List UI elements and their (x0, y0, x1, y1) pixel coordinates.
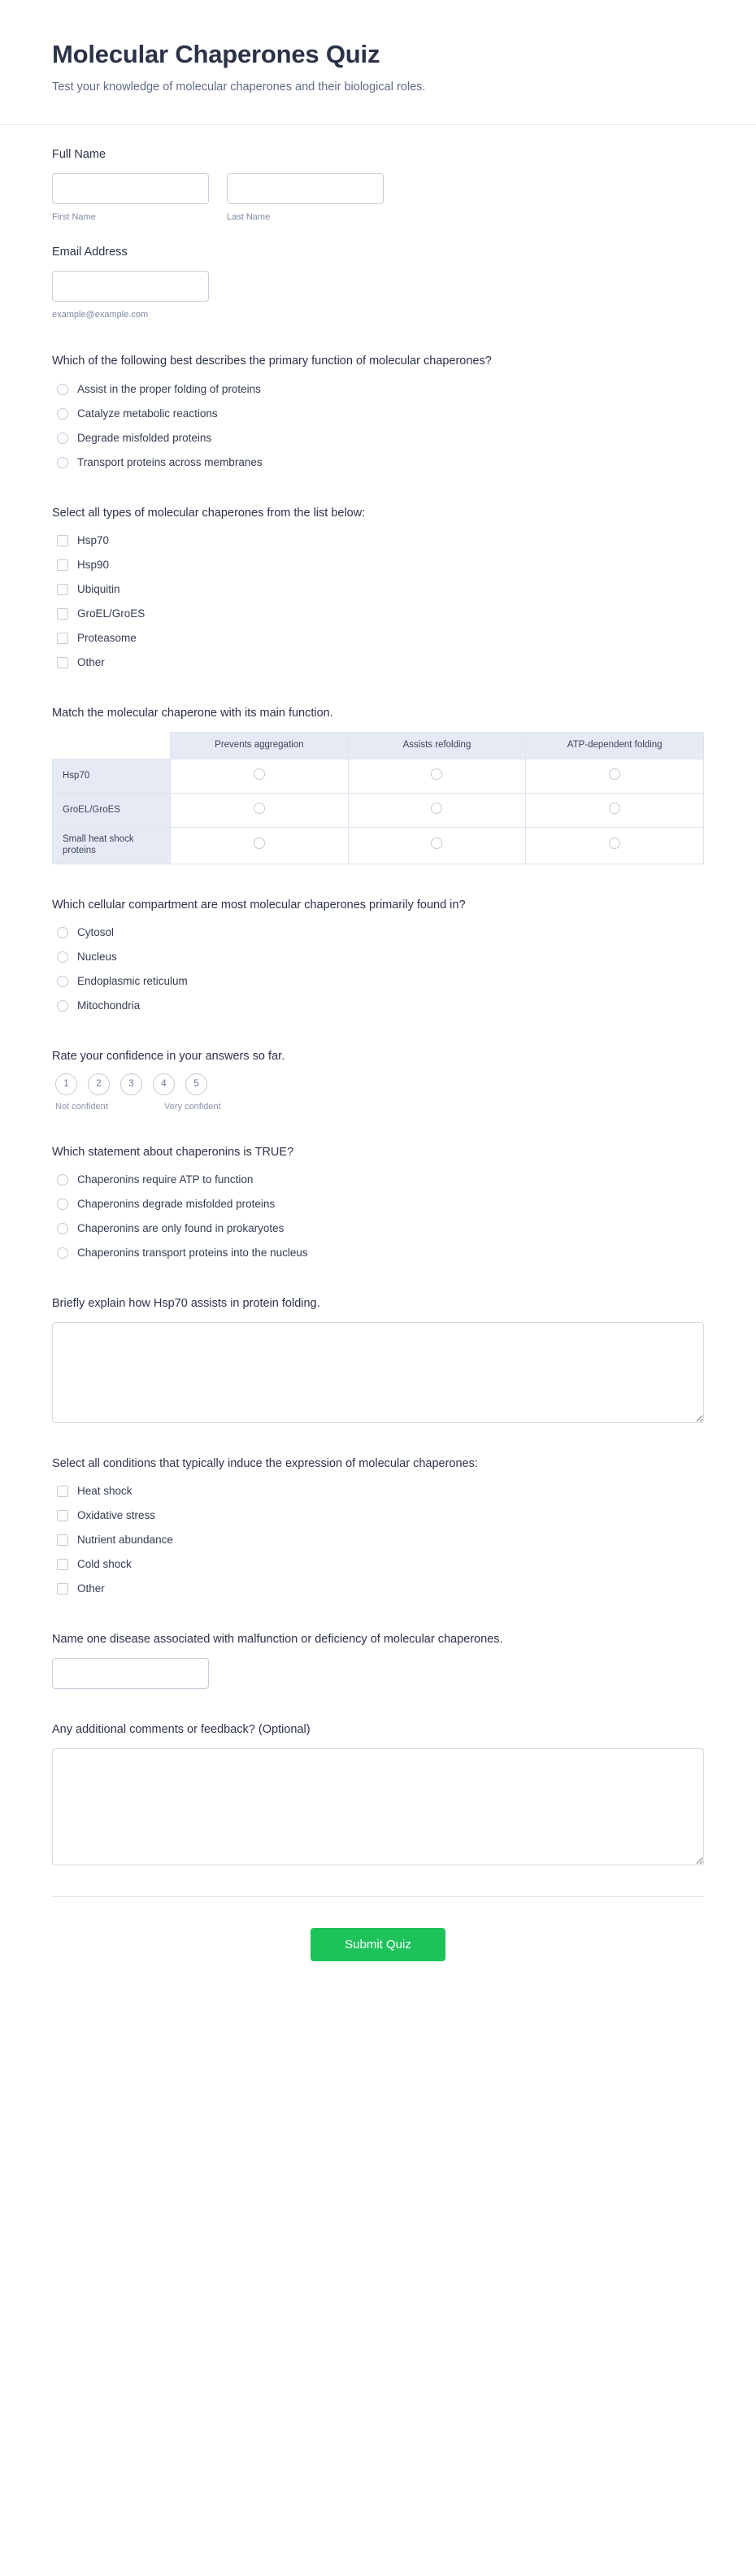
matrix-label: Match the molecular chaperone with its main function. (52, 707, 333, 720)
matrix-tbody (53, 759, 704, 864)
radio-option[interactable] (52, 429, 704, 448)
comments-textarea[interactable] (52, 1748, 704, 1865)
confidence-scale (55, 1073, 704, 1095)
option-label: Other (77, 656, 105, 669)
option-label: Chaperonins require ATP to function (77, 1173, 254, 1186)
option-label: Hsp90 (77, 559, 110, 572)
conditions-label: Select all conditions that typically induce the expression of molecular chaperones: (52, 1456, 478, 1470)
spacer (52, 1133, 704, 1144)
option-label: Catalyze metabolic reactions (77, 407, 218, 420)
option-label: Chaperonins degrade misfolded proteins (77, 1198, 276, 1211)
spacer (52, 1710, 704, 1721)
checkbox-option[interactable] (52, 1579, 704, 1599)
radio-icon[interactable] (57, 433, 68, 444)
question-disease (52, 1631, 704, 1689)
matrix-cell[interactable] (526, 827, 704, 864)
checkbox-icon[interactable] (57, 1510, 68, 1521)
question-chaperone-types (52, 505, 704, 673)
disease-input-wrap (52, 1658, 209, 1689)
radio-option[interactable] (52, 1170, 704, 1190)
checkbox-option[interactable] (52, 580, 704, 599)
comments-label: Any additional comments or feedback? (Optional) (52, 1723, 311, 1737)
option-label: GroEL/GroES (77, 607, 146, 620)
primary-function-options (52, 380, 704, 472)
spacer (52, 1037, 704, 1048)
radio-icon[interactable] (57, 951, 68, 963)
rating-option-3[interactable]: 3 (120, 1073, 142, 1095)
radio-option[interactable] (52, 947, 704, 967)
checkbox-icon[interactable] (57, 1559, 68, 1570)
primary-function-label: Which of the following best describes the primary function of molecular chaperones? (52, 355, 492, 368)
option-label: Other (77, 1582, 105, 1595)
rating-option-5[interactable]: 5 (185, 1073, 207, 1095)
spacer (52, 886, 704, 897)
radio-option[interactable] (52, 1194, 704, 1214)
radio-icon[interactable] (57, 457, 68, 468)
option-label: Assist in the proper folding of proteins (77, 382, 261, 395)
chaperone-types-label: Select all types of molecular chaperones from the list below: (52, 506, 366, 520)
matrix-header-row (53, 732, 704, 759)
disease-input[interactable] (52, 1658, 209, 1689)
table-row (53, 827, 704, 864)
confidence-high-label: Very confident (164, 1101, 221, 1112)
matrix-table (52, 732, 704, 864)
matrix-cell[interactable] (171, 759, 349, 793)
last-name-sublabel: Last Name (227, 212, 271, 223)
checkbox-option[interactable] (52, 1482, 704, 1501)
question-chaperonins (52, 1144, 704, 1264)
checkbox-icon[interactable] (57, 559, 68, 571)
checkbox-icon[interactable] (57, 1534, 68, 1546)
checkbox-option[interactable] (52, 604, 704, 624)
matrix-cell[interactable] (171, 793, 349, 827)
question-matrix-match (52, 705, 704, 864)
radio-icon[interactable] (57, 1223, 68, 1234)
radio-option[interactable] (52, 380, 704, 399)
radio-icon[interactable] (57, 408, 68, 420)
last-name-group (227, 173, 384, 223)
radio-icon[interactable] (254, 838, 265, 849)
rating-option-2[interactable]: 2 (88, 1073, 110, 1095)
matrix-cell[interactable] (348, 827, 526, 864)
radio-option[interactable] (52, 404, 704, 424)
question-primary-function (52, 353, 704, 472)
radio-icon[interactable] (57, 384, 68, 395)
matrix-column-header: Assists refolding (348, 732, 526, 759)
checkbox-option[interactable] (52, 1555, 704, 1574)
matrix-cell[interactable] (526, 759, 704, 793)
matrix-cell[interactable] (526, 793, 704, 827)
form-footer (52, 1896, 704, 2008)
radio-icon[interactable] (57, 1199, 68, 1210)
question-conditions (52, 1456, 704, 1599)
email-input[interactable] (52, 271, 209, 302)
checkbox-option[interactable] (52, 1506, 704, 1525)
option-label: Proteasome (77, 632, 137, 645)
table-row (53, 759, 704, 793)
checkbox-option[interactable] (52, 629, 704, 648)
question-compartment (52, 897, 704, 1016)
chaperone-types-options (52, 531, 704, 672)
rating-option-4[interactable]: 4 (153, 1073, 175, 1095)
radio-icon[interactable] (609, 768, 620, 780)
radio-icon[interactable] (609, 838, 620, 849)
matrix-thead (53, 732, 704, 759)
option-label: Degrade misfolded proteins (77, 431, 212, 444)
option-label: Cytosol (77, 926, 115, 939)
checkbox-icon[interactable] (57, 608, 68, 620)
matrix-cell[interactable] (348, 759, 526, 793)
explain-hsp70-textarea[interactable] (52, 1322, 704, 1423)
radio-icon[interactable] (57, 1247, 68, 1259)
page-title: Molecular Chaperones Quiz (52, 40, 380, 68)
field-full-name (52, 146, 704, 223)
radio-option[interactable] (52, 453, 704, 472)
radio-option[interactable] (52, 996, 704, 1016)
option-label: Chaperonins are only found in prokaryotes (77, 1222, 285, 1235)
matrix-corner-cell (53, 732, 171, 759)
option-label: Mitochondria (77, 999, 141, 1012)
option-label: Transport proteins across membranes (77, 455, 263, 468)
checkbox-icon[interactable] (57, 1486, 68, 1497)
confidence-legend (55, 1102, 704, 1112)
email-sublabel: example@example.com (52, 309, 149, 320)
matrix-column-header: ATP-dependent folding (526, 732, 704, 759)
first-name-sublabel: First Name (52, 212, 96, 223)
question-confidence (52, 1048, 704, 1112)
radio-icon[interactable] (609, 803, 620, 814)
matrix-column-header: Prevents aggregation (171, 732, 349, 759)
compartment-label: Which cellular compartment are most molecular chaperones primarily found in? (52, 898, 466, 912)
checkbox-icon[interactable] (57, 657, 68, 668)
radio-option[interactable] (52, 1219, 704, 1238)
option-label: Cold shock (77, 1558, 132, 1571)
last-name-input[interactable] (227, 173, 384, 204)
radio-icon[interactable] (57, 1000, 68, 1012)
radio-icon[interactable] (431, 838, 442, 849)
matrix-cell[interactable] (171, 827, 349, 864)
radio-option[interactable] (52, 972, 704, 991)
matrix-row-header: Hsp70 (53, 759, 171, 793)
matrix-cell[interactable] (348, 793, 526, 827)
disease-label: Name one disease associated with malfunction or deficiency of molecular chaperones. (52, 1633, 503, 1647)
table-row (53, 793, 704, 827)
question-explain-hsp70 (52, 1295, 704, 1423)
option-label: Nucleus (77, 951, 117, 964)
radio-icon[interactable] (431, 803, 442, 814)
spacer (52, 1444, 704, 1456)
spacer (52, 694, 704, 705)
confidence-label: Rate your confidence in your answers so far. (52, 1050, 285, 1064)
option-label: Endoplasmic reticulum (77, 975, 188, 988)
first-name-input[interactable] (52, 173, 209, 204)
question-comments (52, 1721, 704, 1865)
form-header (0, 0, 756, 125)
chaperonins-options (52, 1170, 704, 1263)
spacer (52, 342, 704, 353)
spacer (52, 1284, 704, 1295)
matrix-table-wrapper (52, 732, 704, 864)
full-name-label: Full Name (52, 148, 106, 162)
checkbox-option[interactable] (52, 653, 704, 672)
full-name-input-row (52, 173, 704, 223)
rating-option-1[interactable]: 1 (55, 1073, 77, 1095)
email-group (52, 271, 209, 320)
radio-icon[interactable] (57, 1174, 68, 1186)
option-label: Nutrient abundance (77, 1534, 173, 1547)
page-subtitle: Test your knowledge of molecular chaperones and their biological roles. (52, 80, 426, 94)
option-label: Ubiquitin (77, 583, 120, 596)
field-email (52, 244, 704, 320)
option-label: Hsp70 (77, 534, 110, 547)
first-name-group (52, 173, 209, 223)
explain-hsp70-label: Briefly explain how Hsp70 assists in protein folding. (52, 1297, 320, 1311)
checkbox-icon[interactable] (57, 535, 68, 546)
radio-icon[interactable] (57, 927, 68, 938)
radio-icon[interactable] (57, 976, 68, 987)
radio-icon[interactable] (431, 768, 442, 780)
checkbox-icon[interactable] (57, 1583, 68, 1595)
spacer (52, 494, 704, 505)
option-label: Oxidative stress (77, 1509, 156, 1522)
conditions-options (52, 1482, 704, 1599)
checkbox-option[interactable] (52, 555, 704, 575)
email-label: Email Address (52, 246, 128, 259)
matrix-row-header: GroEL/GroES (53, 793, 171, 827)
form-body (0, 125, 756, 2008)
compartment-options (52, 923, 704, 1016)
option-label: Chaperonins transport proteins into the nucleus (77, 1247, 308, 1260)
radio-icon[interactable] (254, 768, 265, 780)
spacer (52, 1620, 704, 1631)
submit-quiz-button[interactable]: Submit Quiz (311, 1928, 445, 1961)
radio-option[interactable] (52, 1243, 704, 1263)
chaperonins-label: Which statement about chaperonins is TRUE? (52, 1145, 294, 1159)
checkbox-icon[interactable] (57, 633, 68, 644)
confidence-low-label: Not confident (55, 1101, 108, 1112)
checkbox-option[interactable] (52, 1530, 704, 1550)
checkbox-icon[interactable] (57, 584, 68, 595)
radio-icon[interactable] (254, 803, 265, 814)
checkbox-option[interactable] (52, 531, 704, 550)
option-label: Heat shock (77, 1485, 133, 1498)
matrix-row-header: Small heat shock proteins (53, 827, 171, 864)
radio-option[interactable] (52, 923, 704, 942)
